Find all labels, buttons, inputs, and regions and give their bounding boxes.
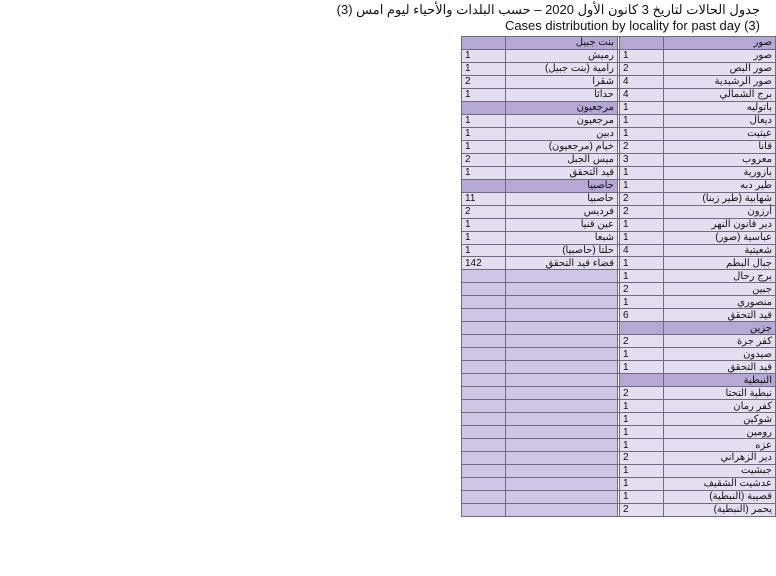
table-row [462,37,776,50]
case-count: 4 [620,244,664,257]
column-gap [618,192,620,205]
column-gap [618,218,620,231]
column-gap [618,231,620,244]
locality-name: كفر جرة [664,335,776,348]
case-count: 1 [620,127,664,140]
table-row [462,101,776,114]
empty-cell [506,335,618,348]
empty-cell [506,426,618,439]
table-row [462,490,776,503]
locality-name: قيد التحقق [664,361,776,374]
empty-cell [462,322,506,335]
table-row [462,400,776,413]
table-row [462,270,776,283]
empty-cell [462,387,506,400]
table-row [462,140,776,153]
locality-name: جبشيت [664,464,776,477]
column-gap [618,322,620,335]
locality-name: معروب [664,153,776,166]
locality-name: أرزون [664,205,776,218]
case-count: 2 [462,205,506,218]
case-count: 3 [620,153,664,166]
column-gap [618,361,620,374]
table-row [462,114,776,127]
locality-name: شبعا [506,231,618,244]
locality-name: عيتيت [664,127,776,140]
column-gap [618,153,620,166]
column-gap [618,296,620,309]
table-row [462,88,776,101]
empty-cell [462,309,506,322]
locality-name: دير قانون النهر [664,218,776,231]
case-count: 1 [462,166,506,179]
empty-cell [506,270,618,283]
column-gap [618,49,620,62]
case-count: 1 [620,413,664,426]
table-row [462,361,776,374]
column-gap [618,270,620,283]
locality-name: دبين [506,127,618,140]
column-gap [618,88,620,101]
column-gap [618,244,620,257]
locality-name: برج رحال [664,270,776,283]
locality-name: برج الشمالي [664,88,776,101]
table-row [462,127,776,140]
table-row [462,205,776,218]
table-row [462,309,776,322]
case-count: 2 [620,62,664,75]
table-row [462,335,776,348]
table-row [462,179,776,192]
empty-cell [462,477,506,490]
column-gap [618,348,620,361]
case-count: 1 [462,127,506,140]
empty-cell [462,374,506,387]
case-count: 1 [620,426,664,439]
locality-name: قيد التحقق [664,309,776,322]
empty-cell [506,490,618,503]
empty-cell [462,335,506,348]
column-gap [618,283,620,296]
locality-name: يحمر (النبطية) [664,503,776,516]
locality-name: حاصبيا [506,192,618,205]
column-gap [618,166,620,179]
locality-name: طير دبه [664,179,776,192]
locality-name: حلتا (حاصبيا) [506,244,618,257]
case-count: 1 [620,400,664,413]
case-count: 1 [620,348,664,361]
empty-cell [462,400,506,413]
table-row [462,62,776,75]
case-count [620,374,664,387]
locality-name: ميس الجبل [506,153,618,166]
locality-name: صور البص [664,62,776,75]
empty-cell [506,439,618,452]
case-count [620,322,664,335]
locality-name: قانا [664,140,776,153]
column-gap [618,257,620,270]
table-row [462,153,776,166]
district-header: صور [664,37,776,50]
district-header: مرجعيون [506,101,618,114]
locality-name: جبين [664,283,776,296]
locality-name: بازورية [664,166,776,179]
empty-cell [506,296,618,309]
empty-cell [506,477,618,490]
locality-name: شعيتية [664,244,776,257]
locality-name: ديعال [664,114,776,127]
locality-name: عين قنيا [506,218,618,231]
case-count: 2 [620,387,664,400]
case-count: 2 [620,503,664,516]
table-row [462,192,776,205]
table-row [462,283,776,296]
case-count: 2 [620,205,664,218]
empty-cell [462,464,506,477]
table-row [462,231,776,244]
column-gap [618,387,620,400]
case-count: 142 [462,257,506,270]
case-count: 1 [462,88,506,101]
table-row [462,322,776,335]
table-row [462,374,776,387]
locality-name: رامية (بنت جبيل) [506,62,618,75]
district-header: جزين [664,322,776,335]
empty-cell [462,439,506,452]
column-gap [618,127,620,140]
column-gap [618,179,620,192]
case-count: 2 [620,140,664,153]
column-gap [618,37,620,50]
case-count: 4 [620,75,664,88]
locality-name: شوكين [664,413,776,426]
empty-cell [462,283,506,296]
case-count [462,101,506,114]
empty-cell [462,361,506,374]
case-count: 1 [620,490,664,503]
empty-cell [506,283,618,296]
locality-name: صور الرشيدية [664,75,776,88]
locality-name: حداثا [506,88,618,101]
case-count [620,37,664,50]
table-row [462,244,776,257]
column-gap [618,335,620,348]
locality-name: خيام (مرجعيون) [506,140,618,153]
column-gap [618,426,620,439]
table-row [462,296,776,309]
case-count: 1 [620,361,664,374]
locality-name: عزه [664,439,776,452]
table-row [462,257,776,270]
column-gap [618,205,620,218]
locality-name: شقرا [506,75,618,88]
empty-cell [506,361,618,374]
table-row [462,387,776,400]
column-gap [618,400,620,413]
locality-name: رومين [664,426,776,439]
column-gap [618,114,620,127]
case-count: 1 [620,477,664,490]
locality-name: دير الزهراني [664,452,776,465]
table-row [462,348,776,361]
locality-name: عباسية (صور) [664,231,776,244]
locality-name: فرديس [506,205,618,218]
case-count: 1 [462,140,506,153]
column-gap [618,101,620,114]
case-count: 1 [620,114,664,127]
locality-name: منصوري [664,296,776,309]
case-count: 1 [620,296,664,309]
locality-name: باتوليه [664,101,776,114]
column-gap [618,413,620,426]
empty-cell [462,348,506,361]
column-gap [618,140,620,153]
locality-name: صور [664,49,776,62]
case-count: 4 [620,88,664,101]
table-row [462,75,776,88]
case-count: 1 [462,114,506,127]
case-count: 2 [462,153,506,166]
empty-cell [462,503,506,516]
case-count [462,37,506,50]
column-gap [618,309,620,322]
empty-cell [506,413,618,426]
column-gap [618,477,620,490]
table-row [462,439,776,452]
title-english: Cases distribution by locality for past day (3) [504,18,760,33]
case-count: 1 [462,244,506,257]
case-count: 6 [620,309,664,322]
empty-cell [506,387,618,400]
case-count [462,179,506,192]
table-row [462,218,776,231]
locality-name: قصيبة (النبطية) [664,490,776,503]
column-gap [618,439,620,452]
case-count: 1 [620,439,664,452]
case-count: 1 [620,179,664,192]
empty-cell [506,309,618,322]
empty-cell [506,374,618,387]
table-row [462,477,776,490]
locality-name: شهابية (طير زبنا) [664,192,776,205]
empty-cell [506,464,618,477]
table-row [462,426,776,439]
locality-name: صيدون [664,348,776,361]
table-row [462,503,776,516]
case-count: 1 [620,49,664,62]
case-count: 1 [620,257,664,270]
column-gap [618,464,620,477]
table-row [462,166,776,179]
empty-cell [462,426,506,439]
district-header: بنت جبيل [506,37,618,50]
locality-name: قيد التحقق [506,166,618,179]
empty-cell [506,452,618,465]
case-count: 1 [462,49,506,62]
case-count: 11 [462,192,506,205]
case-count: 1 [620,464,664,477]
title-arabic: جدول الحالات لتاريخ 3 كانون الأول 2020 – حسب البلدات والأحياء ليوم امس (3) [336,2,760,17]
district-header: النبطية [664,374,776,387]
locality-name: عدشيت الشقيف [664,477,776,490]
empty-cell [506,322,618,335]
case-count: 1 [462,62,506,75]
empty-cell [506,503,618,516]
case-count: 2 [620,452,664,465]
case-count: 1 [620,166,664,179]
column-gap [618,490,620,503]
case-count: 2 [620,283,664,296]
locality-name: رميش [506,49,618,62]
empty-cell [506,400,618,413]
empty-cell [462,452,506,465]
empty-cell [462,270,506,283]
column-gap [618,503,620,516]
locality-name: جبال البطم [664,257,776,270]
case-count: 1 [620,101,664,114]
column-gap [618,452,620,465]
locality-name: كفر رمان [664,400,776,413]
empty-cell [462,296,506,309]
locality-name: قضاء قيد التحقق [506,257,618,270]
district-header: حاصبيا [506,179,618,192]
locality-name: نبطية التحتا [664,387,776,400]
empty-cell [506,348,618,361]
case-count: 1 [620,218,664,231]
table-row [462,452,776,465]
column-gap [618,62,620,75]
case-count: 1 [462,218,506,231]
case-count: 1 [462,231,506,244]
case-count: 2 [620,192,664,205]
column-gap [618,374,620,387]
cases-table [461,36,776,517]
locality-name: مرجعيون [506,114,618,127]
table-row [462,413,776,426]
table-row [462,49,776,62]
empty-cell [462,413,506,426]
column-gap [618,75,620,88]
case-count: 1 [620,231,664,244]
table-row [462,464,776,477]
case-count: 2 [620,335,664,348]
case-count: 1 [620,270,664,283]
case-count: 2 [462,75,506,88]
empty-cell [462,490,506,503]
